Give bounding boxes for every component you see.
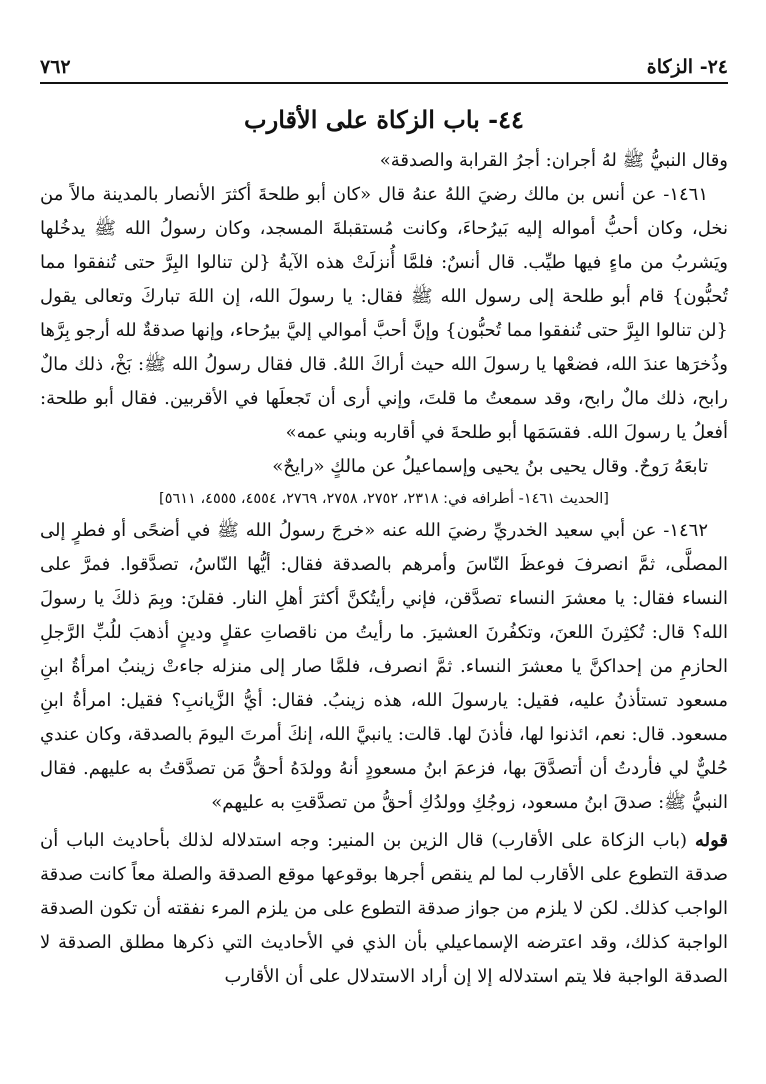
hadith-1461-reference: [الحديث ١٤٦١- أطرافه في: ٢٣١٨، ٢٧٥٢، ٢٧٥٨، ٢٧٦٩، ٤٥٥٤، ٤٥٥٥، ٥٦١١] bbox=[159, 491, 609, 507]
section-title: ٢٤- الزكاة bbox=[646, 56, 728, 78]
page-header bbox=[40, 52, 728, 84]
page-body bbox=[40, 100, 728, 994]
commentary-lead: قوله bbox=[694, 830, 728, 851]
chapter-title: ٤٤- باب الزكاة على الأقارب bbox=[244, 105, 524, 134]
commentary-text: (باب الزكاة على الأقارب) قال الزين بن المنير: وجه استدلاله لذلك بأحاديث الباب أن صدقة التطوع على الأقارب لما لم ينقص أجرها بوقوعها موقع الصدقة والصلة معاً كانت صدقة الواجب كذلك. لكن لا يلزم من جواز صدقة التطوع على من يلزم المرء نفقته أن تكون الصدقة الواجبة كذلك، وقد اعترضه الإسماعيلي بأن الذي في الأحاديث التي ذكرها مطلق الصدقة لا الصدقة الواجبة فلا يتم استدلاله إلا إن أراد الاستدلال على أن الأقارب bbox=[40, 830, 728, 987]
hadith-1461: ١٤٦١- عن أنس بن مالك رضيَ اللهُ عنهُ قال «كان أبو طلحةَ أكثرَ الأنصار بالمدينة مالاً من نخل، وكان أحبُّ أمواله إليه بَيرُحاءَ، وكانت مُستقبلةَ المسجد، وكان رسولُ الله ﷺ يدخُلها ويَشربُ من ماءٍ فيها طيِّب. قال أنسٌ: فلمَّا أُنزلَتْ هذه الآيةُ {لن تنالوا البِرَّ حتى تُنفقوا مما تُحبُّون} قام أبو طلحة إلى رسول الله ﷺ فقال: يا رسولَ الله، إن اللهَ تباركَ وتعالى يقول {لن تنالوا البِرَّ حتى تُنفقوا مما تُحبُّون} وإنَّ أحبَّ أموالي إليَّ بيرُحاء، وإنها صدقةٌ لله أرجو بِرَّها وذُخرَها عندَ الله، فضعْها يا رسولَ الله حيث أراكَ اللهُ. قال فقال رسولُ الله ﷺ: بَخْ، ذلك مالٌ رابح، ذلك مالٌ رابح، وقد سمعتُ ما قلتَ، وإني أرى أن تَجعلَها في الأقربين. فقال أبو طلحة: أفعلُ يا رسولَ الله. فقسَمَها أبو طلحةَ في أقاربه وبني عمه» bbox=[40, 184, 728, 443]
chapter-intro: وقال النبيُّ ﷺ لهُ أجران: أجرُ القرابة والصدقة» bbox=[379, 150, 728, 171]
hadith-1461-follow: تابعَهُ رَوحٌ. وقال يحيى بنُ يحيى وإسماعيلُ عن مالكٍ «رايحٌ» bbox=[272, 456, 708, 477]
hadith-1462: ١٤٦٢- عن أبي سعيد الخدريِّ رضيَ الله عنه «خرجَ رسولُ الله ﷺ في أضحًى أو فطرٍ إلى المصلَّى، ثمَّ انصرفَ فوعظَ النّاسَ وأمرهم بالصدقة فقال: أيُّها النّاسُ، تصدَّقوا. فمرَّ على النساء فقال: يا معشرَ النساء تصدَّقن، فإني رأيتُكنَّ أكثرَ أهلِ النار. فقلنَ: وبِمَ ذلكَ يا رسولَ الله؟ قال: تُكثِرنَ اللعنَ، وتكفُرنَ العشيرَ. ما رأيتُ من ناقصاتِ عقلٍ ودينٍ أذهبَ للُبِّ الرَّجلِ الحازمِ من إحداكنَّ يا معشرَ النساء. ثمَّ انصرف، فلمَّا صار إلى منزله جاءتْ زينبُ امرأةُ ابنِ مسعود تستأذنُ عليه، فقيل: يارسولَ الله، هذه زينبُ. فقال: أيُّ الزَّيانبِ؟ فقيل: امرأةُ ابنِ مسعود. قال: نعم، ائذنوا لها، فأذنَ لها. قالت: يانبيَّ الله، إنكَ أمرتَ اليومَ بالصدقة، وكان عندي حُليٌّ لي فأردتُ أن أتصدَّقَ بها، فزعمَ ابنُ مسعودٍ أنهُ وولدَهُ أحقُّ مَن تصدَّقتُ به عليهم. فقال النبيُّ ﷺ: صدقَ ابنُ مسعود، زوجُكِ وولدُكِ أحقُّ من تصدَّقتِ به عليهم» bbox=[40, 520, 728, 813]
page-number: ٧٦٢ bbox=[40, 56, 71, 78]
commentary-paragraph bbox=[40, 824, 728, 994]
